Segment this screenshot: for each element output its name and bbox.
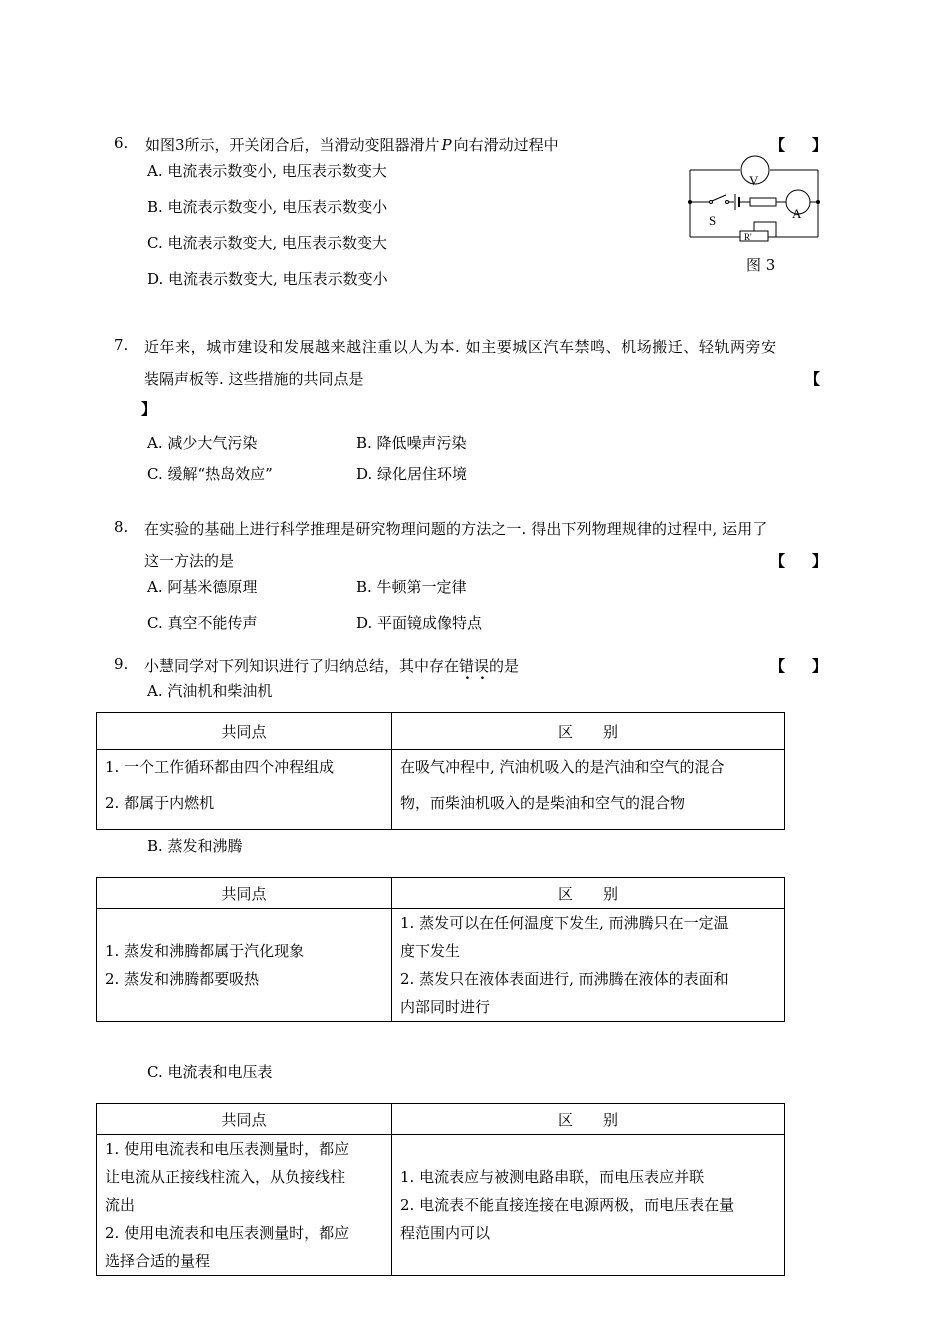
q7-stem-line1: 近年来，城市建设和发展越来越注重以人为本. 如主要城区汽车禁鸣、机场搬迁、轻轨两旁安 xyxy=(144,338,777,356)
q8-bracket-close: 】 xyxy=(812,552,828,570)
switch-label: S xyxy=(709,213,717,228)
q6-stem-text: 如图3所示，开关闭合后，当滑动变阻器滑片 xyxy=(145,136,440,154)
q7-bracket-open: 【 xyxy=(805,370,821,388)
table-c-common-5: 选择合适的量程 xyxy=(105,1252,211,1270)
table-a-common-2: 2. 都属于内燃机 xyxy=(105,794,215,812)
table-c-diff-3: 程范围内可以 xyxy=(400,1224,491,1242)
table-a-diff-cell xyxy=(392,750,785,830)
table-c-common-2: 让电流从正接线柱流入，从负接线柱 xyxy=(105,1168,346,1186)
table-b-diff-cell xyxy=(392,909,785,1022)
q6-bracket-open: 【 xyxy=(770,136,786,154)
q6-option-a: A. 电流表示数变小, 电压表示数变大 xyxy=(147,162,387,180)
table-c-header-common: 共同点 xyxy=(97,1104,392,1135)
table-b-common-2: 2. 蒸发和沸腾都要吸热 xyxy=(105,970,260,988)
voltmeter-label: V xyxy=(749,173,759,188)
table-b-common-1: 1. 蒸发和沸腾都属于汽化现象 xyxy=(105,942,305,960)
q9-stem-post: 的是 xyxy=(489,657,520,675)
figure-caption: 图 3 xyxy=(746,256,776,274)
table-a-header-diff: 区 别 xyxy=(392,713,785,750)
q6-stem-var: P xyxy=(441,136,452,154)
q6-option-b: B. 电流表示数变小, 电压表示数变小 xyxy=(147,198,388,216)
q7-number: 7. xyxy=(114,336,129,354)
table-a-diff-1: 在吸气冲程中, 汽油机吸入的是汽油和空气的混合 xyxy=(400,758,725,776)
table-c-common-cell xyxy=(97,1135,392,1276)
table-c-header-diff: 区 别 xyxy=(392,1104,785,1135)
table-b-diff-1: 1. 蒸发可以在任何温度下发生, 而沸腾只在一定温 xyxy=(400,914,729,932)
q7-stem-line2: 装隔声板等. 这些措施的共同点是 xyxy=(144,370,364,388)
table-a-title: A. 汽油机和柴油机 xyxy=(147,682,273,700)
table-b-diff-2: 度下发生 xyxy=(400,942,461,960)
table-c xyxy=(96,1103,785,1276)
q9-stem xyxy=(144,655,519,676)
q6-option-d: D. 电流表示数变大, 电压表示数变小 xyxy=(147,270,388,288)
q9-bracket-open: 【 xyxy=(770,657,786,675)
q6-number: 6. xyxy=(114,134,129,152)
table-c-title: C. 电流表和电压表 xyxy=(147,1063,273,1081)
q7-option-b: B. 降低噪声污染 xyxy=(356,434,467,452)
table-a-common-1: 1. 一个工作循环都由四个冲程组成 xyxy=(105,758,335,776)
table-b-title: B. 蒸发和沸腾 xyxy=(147,837,243,855)
q6-option-c: C. 电流表示数变大, 电压表示数变大 xyxy=(147,234,388,252)
table-c-common-1: 1. 使用电流表和电压表测量时，都应 xyxy=(105,1140,350,1158)
table-b xyxy=(96,877,785,1022)
q9-stem-emphasis-1: 错 xyxy=(459,657,475,675)
q9-number: 9. xyxy=(114,655,129,673)
table-a-diff-2: 物，而柴油机吸入的是柴油和空气的混合物 xyxy=(400,794,686,812)
table-a xyxy=(96,712,785,830)
table-b-common-cell xyxy=(97,909,392,1022)
q8-option-a: A. 阿基米德原理 xyxy=(147,578,258,596)
table-b-diff-3: 2. 蒸发只在液体表面进行, 而沸腾在液体的表面和 xyxy=(400,970,729,988)
table-c-common-4: 2. 使用电流表和电压表测量时，都应 xyxy=(105,1224,350,1242)
q8-option-b: B. 牛顿第一定律 xyxy=(356,578,467,596)
table-b-diff-4: 内部同时进行 xyxy=(400,998,491,1016)
q6-bracket-close: 】 xyxy=(812,136,828,154)
q8-stem-line1: 在实验的基础上进行科学推理是研究物理问题的方法之一. 得出下列物理规律的过程中, 运用了 xyxy=(144,520,768,538)
q7-option-d: D. 绿化居住环境 xyxy=(356,465,468,483)
q7-option-c: C. 缓解“热岛效应” xyxy=(147,465,273,483)
q9-stem-pre: 小慧同学对下列知识进行了归纳总结，其中存在 xyxy=(144,657,460,675)
q6-stem xyxy=(145,134,559,155)
q8-option-d: D. 平面镜成像特点 xyxy=(356,614,483,632)
resistor-icon xyxy=(750,198,776,206)
table-a-common-cell xyxy=(97,750,392,830)
q8-stem-line2: 这一方法的是 xyxy=(144,552,235,570)
table-c-diff-cell xyxy=(392,1135,785,1276)
q7-option-a: A. 减少大气污染 xyxy=(147,434,258,452)
q9-bracket-close: 】 xyxy=(812,657,828,675)
table-c-common-3: 流出 xyxy=(105,1196,136,1214)
q6-stem-tail: 向右滑动过程中 xyxy=(453,136,559,154)
ammeter-label: A xyxy=(792,206,802,221)
circuit-diagram xyxy=(680,150,825,245)
q9-stem-emphasis-2: 误 xyxy=(474,657,490,675)
q7-bracket-close: 】 xyxy=(141,400,157,418)
q8-bracket-open: 【 xyxy=(770,552,786,570)
table-a-header-common: 共同点 xyxy=(97,713,392,750)
table-b-header-diff: 区 别 xyxy=(392,878,785,909)
table-c-diff-2: 2. 电流表不能直接连接在电源两极，而电压表在量 xyxy=(400,1196,735,1214)
q8-number: 8. xyxy=(114,518,129,536)
table-b-header-common: 共同点 xyxy=(97,878,392,909)
table-c-diff-1: 1. 电流表应与被测电路串联，而电压表应并联 xyxy=(400,1168,705,1186)
q8-option-c: C. 真空不能传声 xyxy=(147,614,258,632)
rheostat-label: R' xyxy=(744,232,752,242)
